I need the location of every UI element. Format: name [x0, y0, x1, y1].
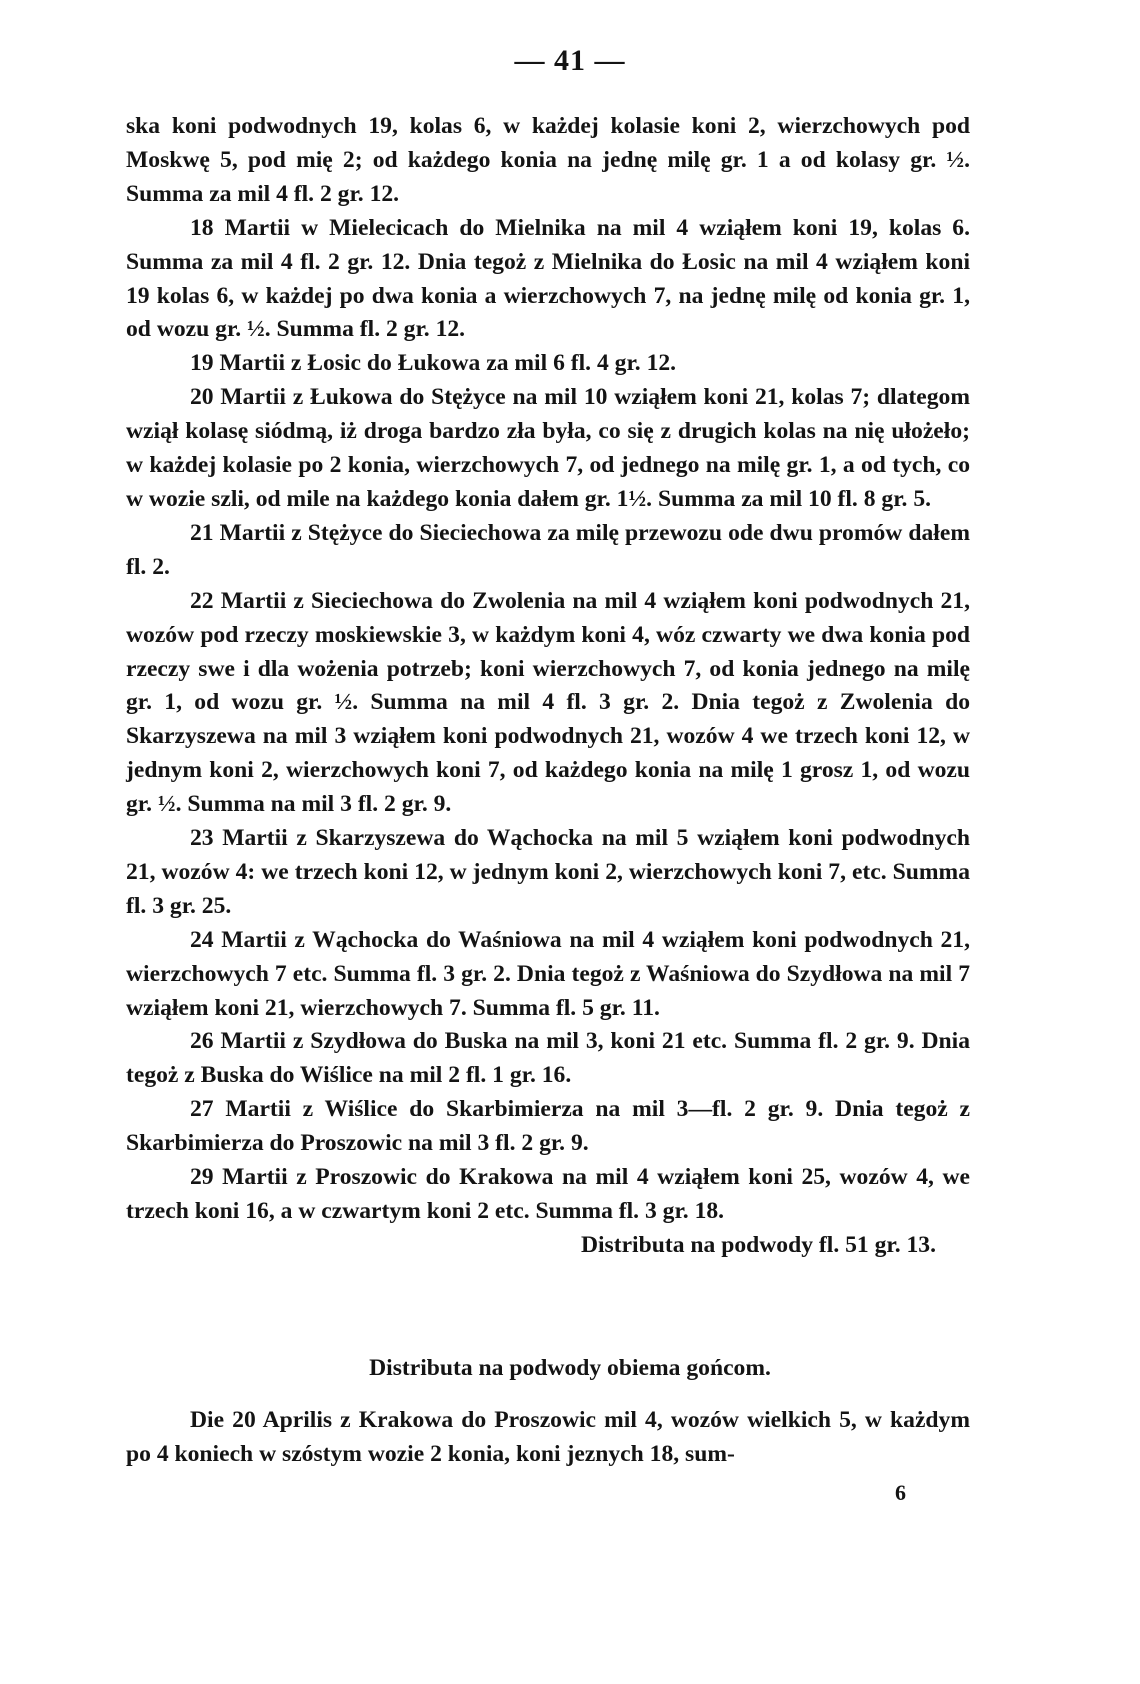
- paragraph-26-martii: 26 Martii z Szydłowa do Buska na mil 3, koni 21 etc. Summa fl. 2 gr. 9. Dnia tegoż z Buska do Wiślice na mil 2 fl. 1 gr. 16.: [126, 1028, 970, 1089]
- paragraph-22-martii: 22 Martii z Sieciechowa do Zwolenia na mil 4 wziąłem koni podwodnych 21, wozów pod rzeczy moskiewskie 3, w każdym koni 4, wóz czwarty we dwa konia pod rzeczy swe i dla wożenia potrzeb; koni wierzchowych 7, od konia jednego na milę gr. 1, od wozu gr. ½. Summa na mil 4 fl. 3 gr. 2. Dnia tegoż z Zwolenia do Skarzyszewa na mil 3 wziąłem koni podwodnych 21, wozów 4 we trzech koni 12, w jednym koni 2, wierzchowych koni 7, od każdego konia na milę 1 grosz 1, od wozu gr. ½. Summa na mil 3 fl. 2 gr. 9.: [126, 587, 970, 818]
- paragraph-20-aprilis: Die 20 Aprilis z Krakowa do Proszowic mil 4, wozów wielkich 5, w każdym po 4 koniech w szóstym wozie 2 konia, koni jeznych 18, sum-: [126, 1407, 970, 1467]
- paragraph-27-martii: 27 Martii z Wiślice do Skarbimierza na mil 3—fl. 2 gr. 9. Dnia tegoż z Skarbimierza do Proszowic na mil 3 fl. 2 gr. 9.: [126, 1096, 970, 1157]
- page-number: — 41 —: [514, 44, 626, 77]
- paragraph-continued: ska koni podwodnych 19, kolas 6, w każdej kolasie koni 2, wierzchowych pod Moskwę 5, pod mię 2; od każdego konia na jednę milę gr. 1 a od kolasy gr. ½. Summa za mil 4 fl. 2 gr. 12.: [126, 113, 970, 207]
- body-text: [126, 110, 970, 1263]
- paragraph-29-martii: 29 Martii z Proszowic do Krakowa na mil 4 wziąłem koni 25, wozów 4, we trzech koni 16, a w czwartym koni 2 etc. Summa fl. 3 gr. 18.: [126, 1164, 970, 1224]
- paragraph-19-martii: 19 Martii z Łosic do Łukowa za mil 6 fl. 4 gr. 12.: [190, 350, 677, 377]
- final-text: [126, 1404, 970, 1472]
- paragraph-23-martii: 23 Martii z Skarzyszewa do Wąchocka na mil 5 wziąłem koni podwodnych 21, wozów 4: we trzech koni 12, w jednym koni 2, wierzchowych koni 7, etc. Summa fl. 3 gr. 25.: [126, 825, 970, 919]
- paragraph-21-martii: 21 Martii z Stężyce do Sieciechowa za milę przewozu ode dwu promów dałem fl. 2.: [126, 519, 970, 580]
- paragraph-24-martii: 24 Martii z Wąchocka do Waśniowa na mil 4 wziąłem koni podwodnych 21, wierzchowych 7 etc. Summa fl. 3 gr. 2. Dnia tegoż z Waśniowa do Szydłowa na mil 7 wziąłem koni 21, wierzchowych 7. Summa fl. 5 gr. 11.: [126, 926, 970, 1021]
- section-heading: Distributa na podwody obiema gońcom.: [369, 1355, 771, 1381]
- paragraph-20-martii: 20 Martii z Łukowa do Stężyce na mil 10 wziąłem koni 21, kolas 7; dlategom wziął kolasę siódmą, iż droga bardzo zła była, co się z drugich kolas na nię ułożeło; w każdej kolasie po 2 konia, wierzchowych 7, od jednego na milę gr. 1, a od tych, co w wozie szli, od mile na każdego konia dałem gr. 1½. Summa za mil 10 fl. 8 gr. 5.: [126, 384, 970, 512]
- paragraph-18-martii: 18 Martii w Mielecicach do Mielnika na mil 4 wziąłem koni 19, kolas 6. Summa za mil 4 fl. 2 gr. 12. Dnia tegoż z Mielnika do Łosic na mil 4 wziąłem koni 19 kolas 6, w każdej po dwa konia a wierzchowych 7, na jednę milę od konia gr. 1, od wozu gr. ½. Summa fl. 2 gr. 12.: [126, 214, 970, 343]
- total-line: Distributa na podwody fl. 51 gr. 13.: [580, 1231, 936, 1258]
- signature-mark: 6: [895, 1480, 906, 1505]
